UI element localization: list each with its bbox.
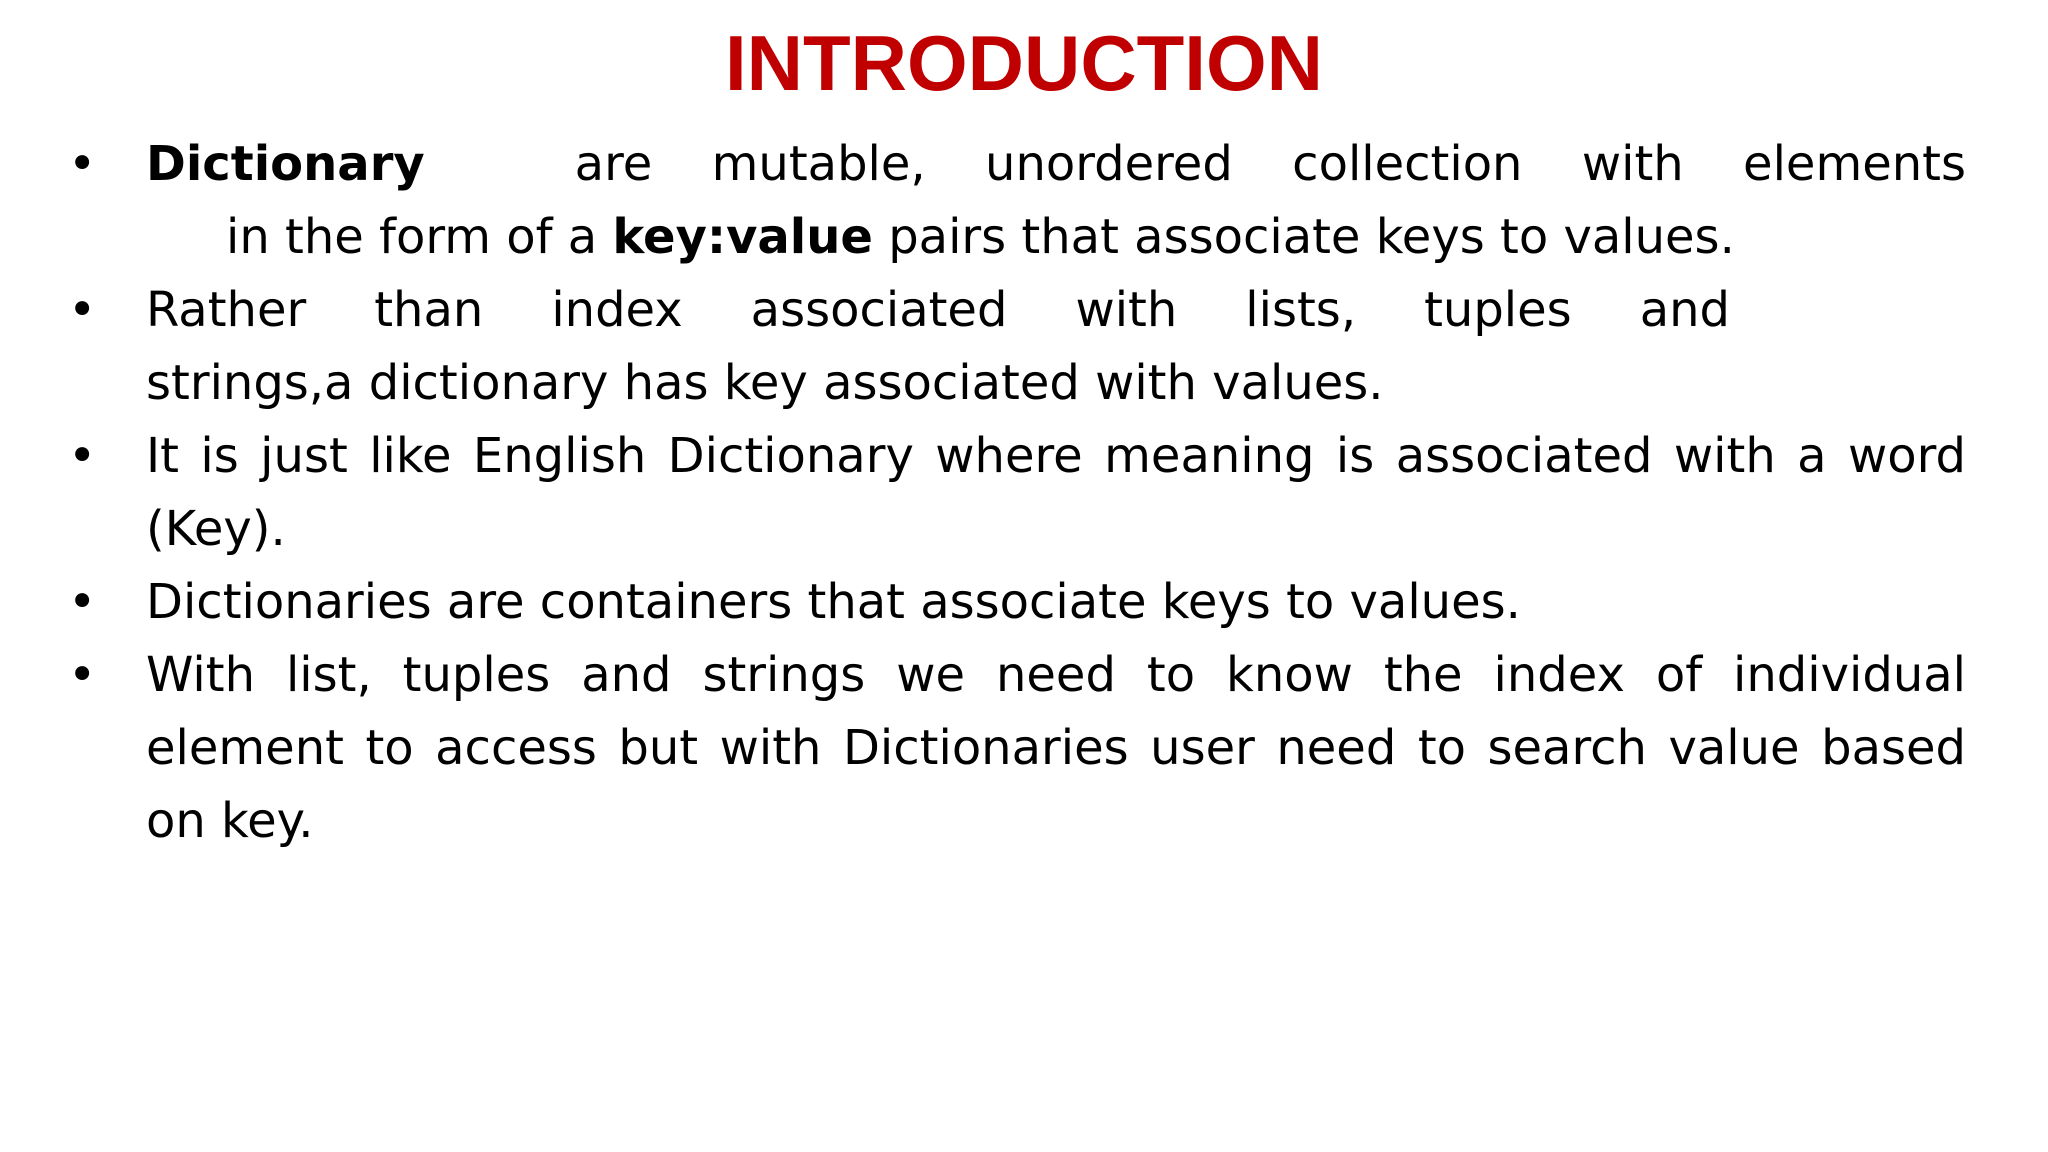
bullet-item-rather-than-index <box>68 274 1966 420</box>
bullet-line <box>146 201 1966 274</box>
bullet-item-dictionary-definition <box>68 128 1966 274</box>
bullet-line: strings,a dictionary has key associated with values. <box>146 355 1384 411</box>
bullet-text: It is just like English Dictionary where meaning is associated with a word (Key). <box>146 428 1966 557</box>
bold-term: key:value <box>612 209 873 265</box>
bullet-list <box>0 128 2048 858</box>
slide-title: INTRODUCTION <box>725 19 1323 107</box>
bullet-icon: • <box>68 282 97 338</box>
bullet-icon: • <box>68 574 97 630</box>
bold-term: Dictionary <box>146 136 425 192</box>
bullet-text: in the form of a <box>226 209 613 265</box>
bullet-icon: • <box>68 647 97 703</box>
bullet-line: Rather than index associated with lists, tuples and <box>146 282 1730 338</box>
bullet-text: pairs that associate keys to values. <box>872 209 1735 265</box>
bullet-line <box>146 128 1966 201</box>
bullet-icon: • <box>68 428 97 484</box>
bullet-icon: • <box>68 136 97 192</box>
bullet-text: are mutable, unordered collection with elements <box>574 136 1966 192</box>
bullet-item-containers <box>68 566 1966 639</box>
bullet-item-search-by-key <box>68 639 1966 858</box>
bullet-text: With list, tuples and strings we need to know the index of individual element to access but with Dictionaries user need to search value based on key. <box>146 647 1966 849</box>
bullet-text: Dictionaries are containers that associate keys to values. <box>146 574 1521 630</box>
bullet-item-english-dictionary <box>68 420 1966 566</box>
